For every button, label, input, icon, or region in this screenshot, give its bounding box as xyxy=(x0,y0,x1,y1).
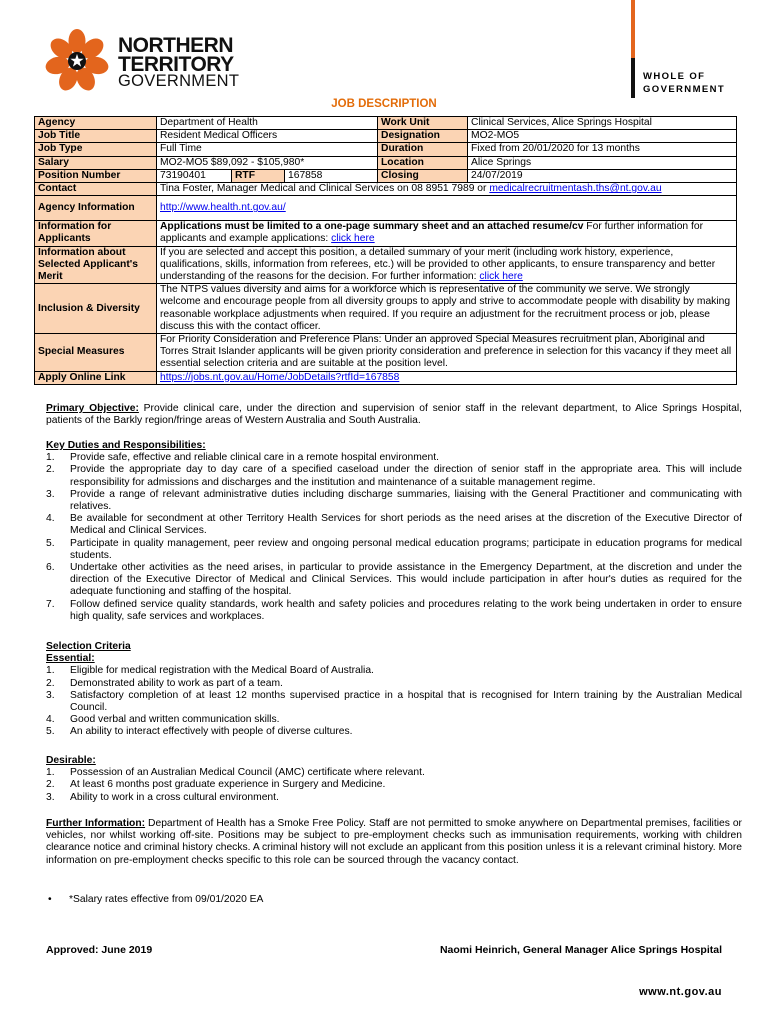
list-number: 3. xyxy=(46,689,55,701)
rtf-value: 167858 xyxy=(285,169,378,182)
list-text: Demonstrated ability to work as part of a team. xyxy=(70,677,283,689)
list-text: Undertake other activities as the need arises, in particular to provide assistance in the Emergency Department, at the discretion and under the direction of the Executive Director of Medical and Clinical Services. This would include participation in after hour's duties as required for the adequate functioning and staffing of the hospital. xyxy=(70,562,742,598)
brand-line-government: GOVERNMENT xyxy=(118,72,240,90)
list-number: 5. xyxy=(46,726,55,738)
primary-objective xyxy=(46,403,742,427)
list-number: 5. xyxy=(46,537,55,549)
list-item xyxy=(46,538,742,562)
contact-label: Contact xyxy=(35,183,157,196)
key-duties-list xyxy=(46,452,742,623)
list-text: Eligible for medical registration with the Medical Board of Australia. xyxy=(70,665,374,677)
rtf-label: RTF xyxy=(232,169,285,182)
list-number: 2. xyxy=(46,779,55,791)
table-row xyxy=(35,371,737,384)
agency-info-link[interactable]: http://www.health.nt.gov.au/ xyxy=(160,202,286,214)
work-unit-value: Clinical Services, Alice Springs Hospital xyxy=(468,117,737,130)
special-measures-value: For Priority Consideration and Preference Plans: Under an approved Special Measures recruitment plan, Aboriginal and Torres Strait Islander applicants will be given priority consideration and preference in selection for this vacancy if they meet all essential selection criteria and are suitable at the position level. xyxy=(157,334,737,372)
list-item xyxy=(46,513,742,537)
list-item xyxy=(46,678,742,690)
contact-value xyxy=(157,183,737,196)
table-row xyxy=(35,143,737,156)
inclusion-value: The NTPS values diversity and aims for a workforce which is representative of the community we serve. We strongly welcome and encourage people from all diversity groups to apply and strive to accommodate people with disability by making reasonable workplace adjustments when required. If you require an adjustment for the recruitment process or job, please discuss this with the contact officer. xyxy=(157,284,737,334)
website-footer: www.nt.gov.au xyxy=(639,986,722,998)
brand-wordmark xyxy=(118,36,239,89)
list-item xyxy=(46,779,742,791)
whole-of-government-label xyxy=(643,70,725,96)
list-text: Satisfactory completion of at least 12 months supervised practice in a hospital that is recognised for Intern training by the Australian Medical Council. xyxy=(70,689,742,714)
merit-click-here-link[interactable]: click here xyxy=(479,271,523,283)
desirable-section xyxy=(46,755,742,804)
applicants-label: Information for Applicants xyxy=(35,221,157,246)
job-title-value: Resident Medical Officers xyxy=(157,130,378,143)
table-row xyxy=(35,334,737,372)
table-row xyxy=(35,196,737,221)
job-type-label: Job Type xyxy=(35,143,157,156)
agency-label: Agency xyxy=(35,117,157,130)
selection-criteria-heading: Selection Criteria xyxy=(46,641,131,652)
table-row xyxy=(35,169,737,182)
apply-online-link[interactable]: https://jobs.nt.gov.au/Home/JobDetails?rtfId=167858 xyxy=(160,371,400,383)
brand-line-northern: NORTHERN xyxy=(118,34,233,57)
agency-info-label: Agency Information xyxy=(35,196,157,221)
further-information xyxy=(46,818,742,867)
list-item xyxy=(46,690,742,714)
list-text: Ability to work in a cross cultural environment. xyxy=(70,791,279,803)
merit-value xyxy=(157,246,737,284)
signatory: Naomi Heinrich, General Manager Alice Springs Hospital xyxy=(439,944,722,956)
document-title: JOB DESCRIPTION xyxy=(331,98,437,110)
selection-criteria-section xyxy=(46,641,742,739)
list-text: Good verbal and written communication skills. xyxy=(70,714,280,726)
table-row xyxy=(35,156,737,169)
apply-online-label: Apply Online Link xyxy=(35,371,157,384)
applicants-bold-text: Applications must be limited to a one-page summary sheet and an attached resume/cv xyxy=(160,221,584,233)
position-number-value: 73190401 xyxy=(157,169,232,182)
bullet-icon: • xyxy=(48,894,52,905)
job-title-label: Job Title xyxy=(35,130,157,143)
salary-label: Salary xyxy=(35,156,157,169)
desirable-heading: Desirable: xyxy=(46,755,96,766)
table-row xyxy=(35,284,737,334)
list-text: An ability to interact effectively with people of diverse cultures. xyxy=(70,726,353,738)
table-row xyxy=(35,246,737,284)
list-number: 1. xyxy=(46,767,55,779)
further-information-label: Further Information: xyxy=(46,818,146,829)
designation-value: MO2-MO5 xyxy=(468,130,737,143)
position-number-label: Position Number xyxy=(35,169,157,182)
list-text: At least 6 months post graduate experience in Surgery and Medicine. xyxy=(70,779,386,791)
table-row xyxy=(35,221,737,246)
list-text: Provide a range of relevant administrative duties including discharge summaries, liaising with the General Practitioner and communicating with relatives. xyxy=(70,488,742,513)
whole-line-1: WHOLE OF xyxy=(643,71,706,82)
apply-online-value xyxy=(157,371,737,384)
closing-label: Closing xyxy=(378,169,468,182)
duration-value: Fixed from 20/01/2020 for 13 months xyxy=(468,143,737,156)
list-item xyxy=(46,665,742,677)
applicants-value xyxy=(157,221,737,246)
list-item xyxy=(46,599,742,623)
closing-value: 24/07/2019 xyxy=(468,169,737,182)
list-number: 2. xyxy=(46,464,55,476)
merit-text: If you are selected and accept this position, a detailed summary of your merit (including work history, experience, qualifications, skills, information from referees, etc.) will be provided to other applicants, to ensure transparency and better understanding of the reasons for the decision. For further information: xyxy=(160,246,716,283)
list-number: 6. xyxy=(46,562,55,574)
desirable-criteria-list xyxy=(46,767,742,804)
list-number: 2. xyxy=(46,677,55,689)
job-info-table xyxy=(34,116,737,385)
list-number: 4. xyxy=(46,714,55,726)
accent-bar-black xyxy=(631,58,635,98)
whole-line-2: GOVERNMENT xyxy=(643,84,726,95)
list-item xyxy=(46,464,742,488)
merit-label: Information about Selected Applicant's Merit xyxy=(35,246,157,284)
list-item xyxy=(46,452,742,464)
applicants-text: For further information for applicants and example applications: xyxy=(160,221,704,245)
work-unit-label: Work Unit xyxy=(378,117,468,130)
key-duties-section xyxy=(46,440,742,623)
list-number: 1. xyxy=(46,452,55,464)
duration-label: Duration xyxy=(378,143,468,156)
essential-criteria-list xyxy=(46,665,742,738)
location-label: Location xyxy=(378,156,468,169)
agency-value: Department of Health xyxy=(157,117,378,130)
table-row xyxy=(35,117,737,130)
list-item xyxy=(46,767,742,779)
applicants-click-here-link[interactable]: click here xyxy=(331,233,375,245)
table-row xyxy=(35,183,737,196)
list-text: Provide the appropriate day to day care of a specified caseload under the direction of senior staff in the appropriate area. This will include responsibility for admissions and discharges and the institution and maintenance of a suitable management regime. xyxy=(70,464,742,488)
list-item xyxy=(46,489,742,513)
list-number: 3. xyxy=(46,488,55,500)
brand-line-territory: TERRITORY xyxy=(118,53,234,76)
salary-value: MO2-MO5 $89,092 - $105,980* xyxy=(157,156,378,169)
list-number: 7. xyxy=(46,598,55,610)
list-text: Possession of an Australian Medical Council (AMC) certificate where relevant. xyxy=(70,767,425,779)
contact-text: Tina Foster, Manager Medical and Clinical Services on 08 8951 7989 or xyxy=(160,183,490,195)
list-text: Provide safe, effective and reliable clinical care in a remote hospital environment. xyxy=(70,452,439,464)
special-measures-label: Special Measures xyxy=(35,334,157,372)
accent-bar-orange xyxy=(631,0,635,58)
key-duties-heading: Key Duties and Responsibilities: xyxy=(46,440,206,451)
list-item xyxy=(46,726,742,738)
list-text: Follow defined service quality standards, work health and safety policies and procedures relating to the work being undertaken in order to ensure high quality, safe services and workplaces. xyxy=(70,598,742,622)
agency-info-value xyxy=(157,196,737,221)
primary-objective-label: Primary Objective: xyxy=(46,403,139,414)
list-text: Be available for secondment at other Territory Health Services for short periods as the need arises at the discretion of the Executive Director of Medical and Clinical Services. xyxy=(70,513,742,537)
designation-label: Designation xyxy=(378,130,468,143)
table-row xyxy=(35,130,737,143)
salary-note-text: *Salary rates effective from 09/01/2020 EA xyxy=(69,894,264,905)
essential-heading: Essential: xyxy=(46,653,95,665)
list-number: 1. xyxy=(46,665,55,677)
contact-email-link[interactable]: medicalrecruitmentash.ths@nt.gov.au xyxy=(489,183,662,195)
primary-objective-text: Provide clinical care, under the direction and supervision of senior staff in the relevant department, to Alice Springs Hospital, patients of the Barkly region/fringe areas of Western Australia and South Australia. xyxy=(46,403,742,427)
list-item xyxy=(46,714,742,726)
list-item xyxy=(46,562,742,599)
job-type-value: Full Time xyxy=(157,143,378,156)
inclusion-label: Inclusion & Diversity xyxy=(35,284,157,334)
list-item xyxy=(46,792,742,804)
location-value: Alice Springs xyxy=(468,156,737,169)
further-information-text: Department of Health has a Smoke Free Policy. Staff are not permitted to smoke anywhere on Departmental premises, facilities or vehicles, nor whilst working off-site. Positions may be subject to pre-employment checks such as immunisation requirements, working with children clearance notice and criminal history checks. A criminal history will not exclude an applicant from this position unless it is a relevant criminal history. More information on pre-employment checks specific to this role can be sourced through the vacancy contact. xyxy=(46,818,742,866)
list-number: 3. xyxy=(46,791,55,803)
nt-government-logo xyxy=(44,28,110,94)
list-text: Participate in quality management, peer review and ongoing personal medical education programs; participate in education programs for medical students. xyxy=(70,537,742,561)
approved-date: Approved: June 2019 xyxy=(46,944,153,956)
list-number: 4. xyxy=(46,513,55,525)
